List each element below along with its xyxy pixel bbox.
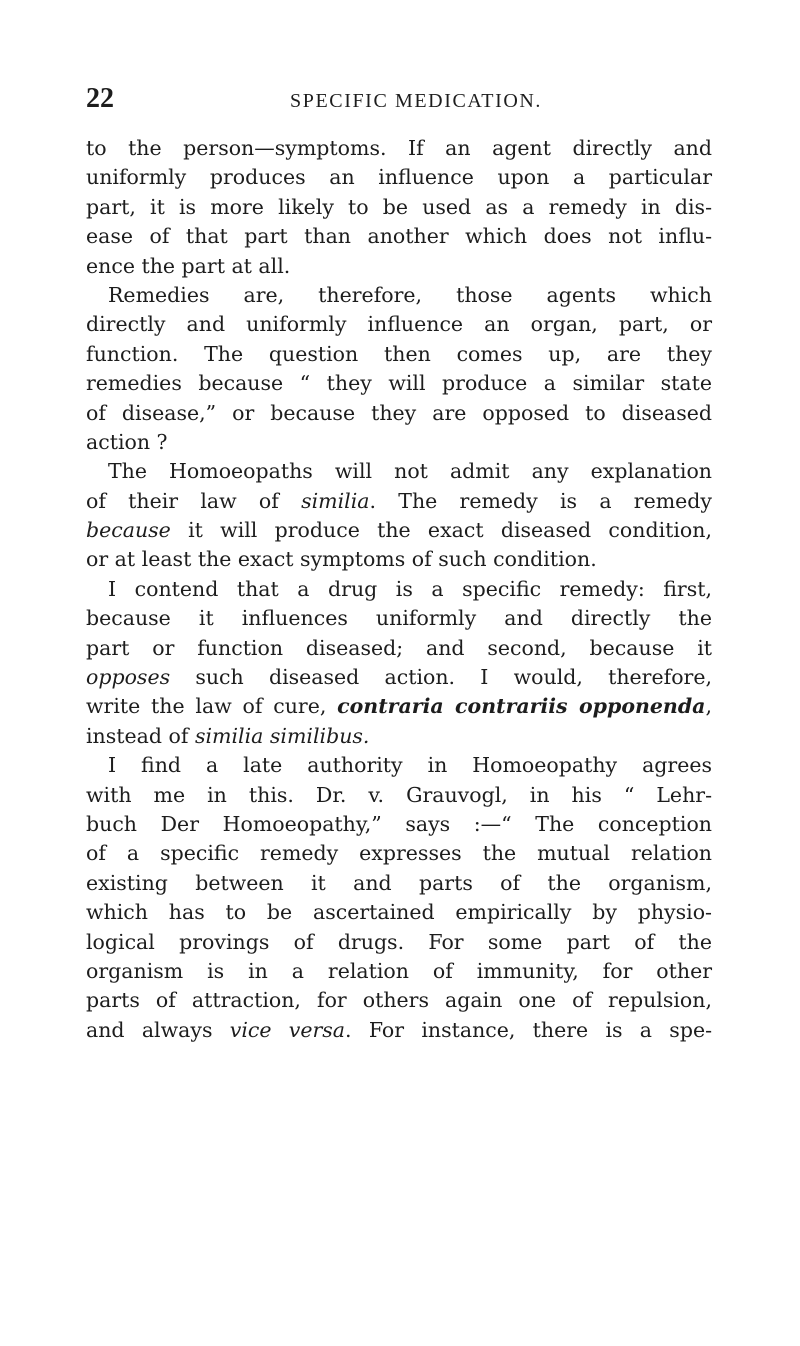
text-line <box>86 692 712 721</box>
text-line: of a specific remedy expresses the mutual relation <box>86 841 712 866</box>
italic-term: because <box>86 518 171 543</box>
text-line: of disease,” or because they are opposed to diseased <box>86 400 712 425</box>
text-line: action ? <box>86 429 168 454</box>
text-line: organism is in a relation of immunity, for other <box>86 958 712 983</box>
text-line: to the person—symptoms. If an agent directly and <box>86 136 712 160</box>
text-line <box>86 663 712 692</box>
text-line: part, it is more likely to be used as a remedy in dis- <box>86 194 712 219</box>
text-line: function. The question then comes up, are they <box>86 341 712 366</box>
text-line: existing between it and parts of the organism, <box>86 870 712 895</box>
text-line: parts of attraction, for others again one of repulsion, <box>86 988 712 1013</box>
text-run: such diseased action. I would, therefore, <box>170 665 712 690</box>
text-line: ence the part at all. <box>86 253 291 278</box>
text-line: which has to be ascertained empirically by physio- <box>86 900 712 925</box>
text-line: Remedies are, therefore, those agents which <box>108 282 712 307</box>
text-line: buch Der Homoeopathy,” says :—“ The conception <box>86 811 712 836</box>
text-run: , <box>705 694 712 719</box>
text-line: or at least the exact symptoms of such condition. <box>86 547 597 572</box>
italic-term: contraria contrariis opponenda <box>337 694 706 719</box>
text-line: logical provings of drugs. For some part of the <box>86 929 712 954</box>
page-header <box>86 84 710 114</box>
text-line <box>86 487 712 516</box>
text-run: it will produce the exact diseased condition, <box>170 518 712 543</box>
text-line: I contend that a drug is a specific remedy: first, <box>108 576 712 601</box>
text-run: of their law of <box>86 488 302 513</box>
text-run: instead of <box>86 723 195 748</box>
text-line: I find a late authority in Homoeopathy agrees <box>108 753 712 778</box>
text-line: part or function diseased; and second, because it <box>86 635 712 660</box>
body-text <box>86 134 712 1045</box>
italic-term: similia <box>301 488 370 513</box>
italic-term: similia similibus. <box>194 723 370 748</box>
text-line <box>86 1016 712 1045</box>
text-line <box>86 516 712 545</box>
text-run: write the law of cure, <box>86 694 338 719</box>
text-line: remedies because “ they will produce a similar state <box>86 371 712 396</box>
italic-term: vice versa <box>229 1017 346 1042</box>
text-run: and always <box>86 1017 230 1042</box>
page-number: 22 <box>86 83 114 114</box>
running-title: SPECIFIC MEDICATION. <box>290 90 543 112</box>
text-line: directly and uniformly influence an organ, part, or <box>86 312 712 337</box>
text-line: because it influences uniformly and directly the <box>86 606 712 631</box>
italic-term: opposes <box>86 665 171 690</box>
text-line: uniformly produces an influence upon a particular <box>86 165 712 190</box>
text-line: ease of that part than another which does not influ- <box>86 224 712 249</box>
text-line: with me in this. Dr. v. Grauvogl, in his “ Lehr- <box>86 782 712 807</box>
text-line <box>86 722 712 751</box>
text-line: The Homoeopaths will not admit any explanation <box>108 459 712 484</box>
text-run: . The remedy is a remedy <box>369 488 712 513</box>
text-run: . For instance, there is a spe- <box>345 1017 712 1042</box>
